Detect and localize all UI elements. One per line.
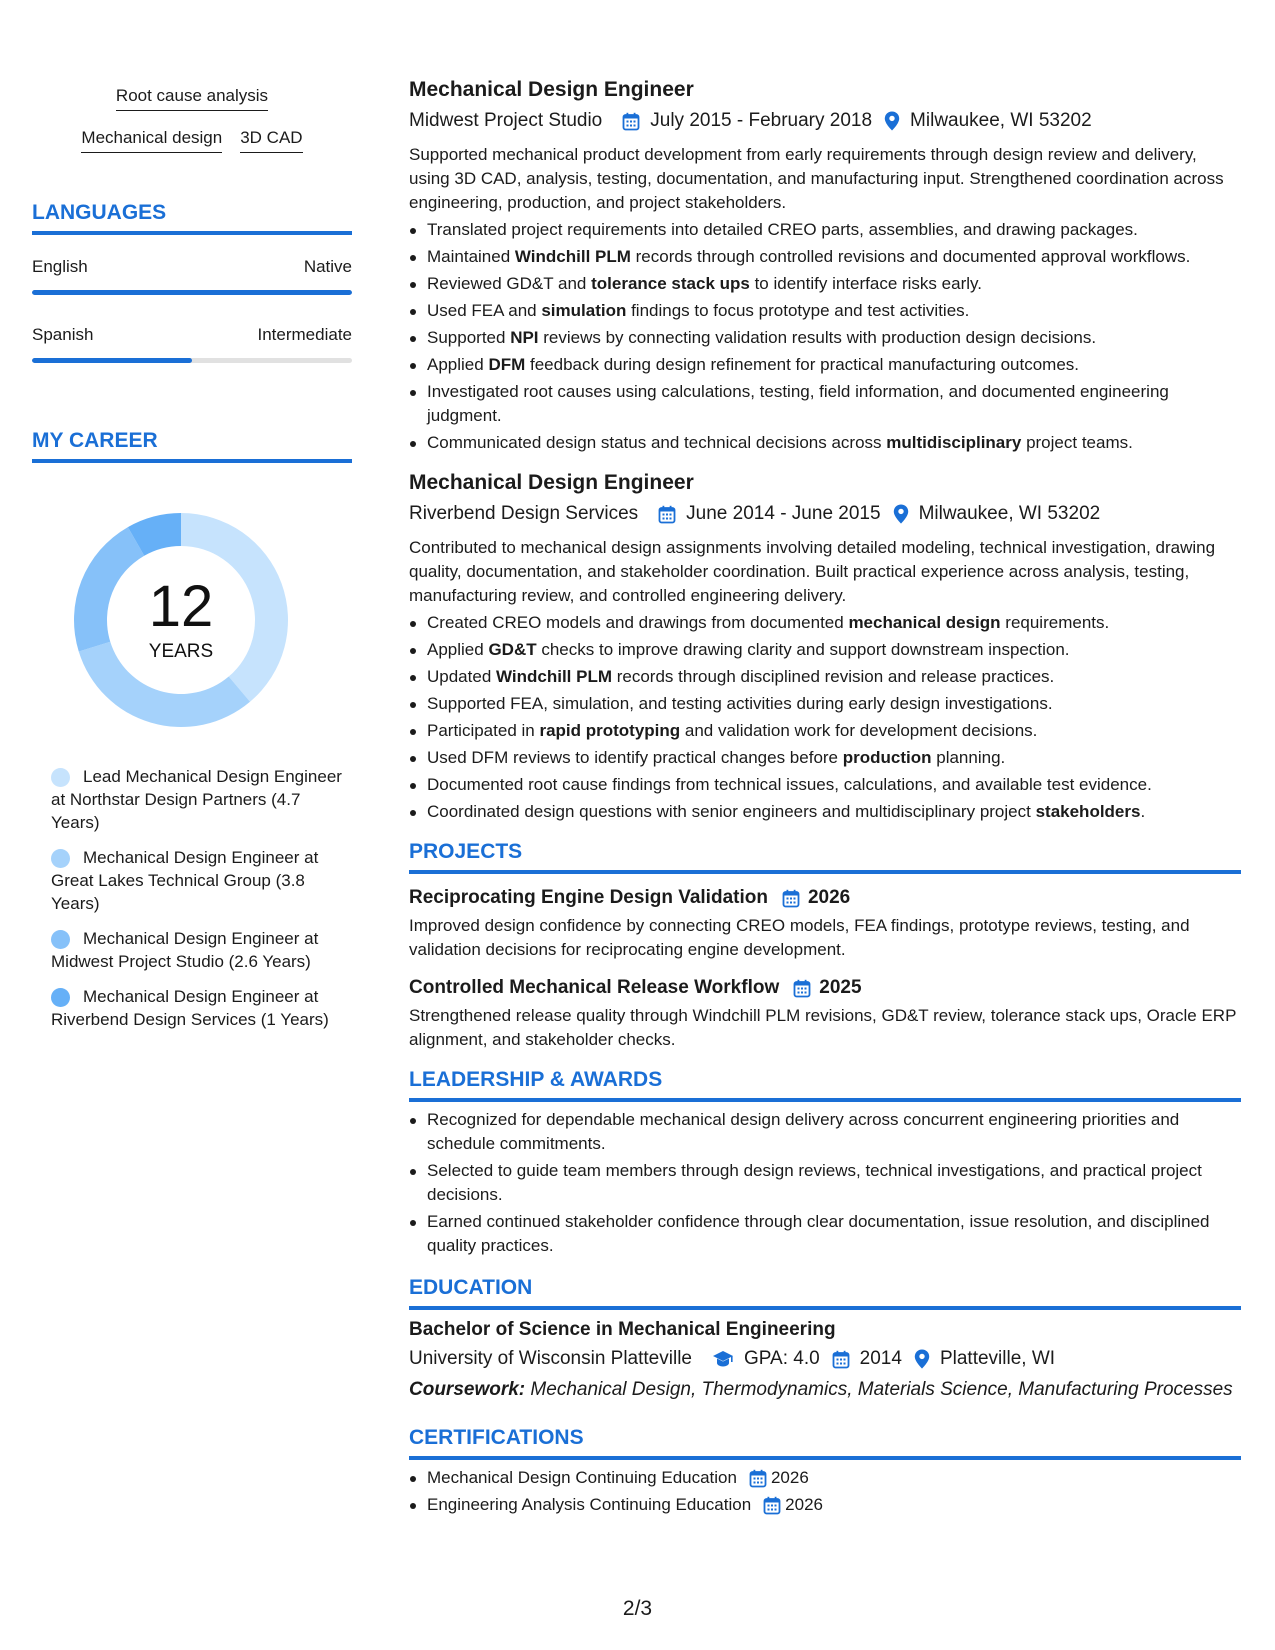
project-description: Improved design confidence by connecting CREO models, FEA findings, prototype reviews, testing, and validation decisions for reciprocating engine development. [409,916,1190,959]
page-number: 2/3 [622,1597,653,1620]
bullet-text: checks to improve drawing clarity and support downstream inspection. [536,640,1070,659]
leadership-heading: LEADERSHIP & AWARDS [409,1066,1241,1102]
career-list [32,765,352,1031]
job-entry [409,76,1241,455]
bullet-keyword: Windchill PLM [514,247,631,266]
job-meta [409,500,1241,528]
skill-tag: 3D CAD [240,126,302,153]
project-year: 2025 [819,977,862,998]
calendar-icon [622,112,640,131]
bullet-text: Applied [427,355,489,374]
map-pin-icon [884,111,900,131]
skill-tag: Mechanical design [81,126,222,153]
bullet-keyword: GD&T [488,640,537,659]
list-item [427,380,1241,428]
list-item: Recognized for dependable mechanical design delivery across concurrent engineering priorities and schedule commitments. [427,1108,1241,1156]
education-meta [409,1345,1241,1373]
graduation-cap-icon [712,1350,734,1368]
list-item [427,692,1241,716]
bullet-keyword: mechanical design [848,613,1001,632]
calendar-icon [782,889,800,908]
language-level: Intermediate [257,325,352,344]
job-meta [409,107,1241,135]
career-donut-chart [66,505,296,735]
project-title: Controlled Mechanical Release Workflow [409,977,780,998]
job-dates: July 2015 - February 2018 [650,110,873,131]
bullet-keyword: Windchill PLM [496,667,613,686]
education-location: Platteville, WI [939,1348,1056,1369]
job-description: Contributed to mechanical design assignments involving detailed modeling, technical investigation, drawing quality, documentation, and stakeholder coordination. Built practical experience across analysis, testing, manufacturing review, and controlled engineering delivery. [409,538,1216,605]
languages-heading: LANGUAGES [32,199,352,235]
bullet-keyword: NPI [510,328,539,347]
career-item-text: Mechanical Design Engineer at Great Lakes Technical Group (3.8 Years) [51,848,319,913]
list-item [427,611,1241,635]
experience-list [409,76,1241,824]
job-description: Supported mechanical product development from early requirements through design review and delivery, using 3D CAD, analysis, testing, documentation, and manufacturing input. Strengthened coordination across engineering, production, and project stakeholders. [409,145,1224,212]
list-item [427,746,1241,770]
language-proficiency-bar [32,290,352,295]
company-name: Riverbend Design Services [409,503,639,524]
bullet-text: Updated [427,667,496,686]
project-entry [409,884,1241,962]
calendar-icon [832,1350,850,1369]
list-item [427,431,1241,455]
certification-row [427,1466,1241,1490]
career-total-label: YEARS [148,641,214,662]
career-item-text: Lead Mechanical Design Engineer at Northstar Design Partners (4.7 Years) [51,767,342,832]
certifications-heading: CERTIFICATIONS [409,1424,1241,1460]
bullet-keyword: tolerance stack ups [591,274,750,293]
list-item [427,1466,1241,1490]
bullet-keyword: stakeholders [1035,802,1141,821]
school-name: University of Wisconsin Platteville [409,1348,692,1369]
bullet-text: Participated in [427,721,540,740]
certifications-list [409,1466,1241,1517]
graduation-year: 2014 [859,1348,902,1369]
job-location: Milwaukee, WI 53202 [910,110,1092,131]
list-item: Selected to guide team members through design reviews, technical investigations, and practical project decisions. [427,1159,1241,1207]
certification-name: Mechanical Design Continuing Education [427,1468,737,1487]
bullet-text: reviews by connecting validation results with production design decisions. [538,328,1097,347]
coursework-label: Coursework: [409,1379,526,1400]
bullet-text: project teams. [1021,433,1133,452]
bullet-text: Translated project requirements into detailed CREO parts, assemblies, and drawing packages. [427,220,1138,239]
map-pin-icon [914,1349,930,1369]
bullet-text: planning. [931,748,1006,767]
list-item [427,245,1241,269]
map-pin-icon [893,504,909,524]
bullet-text: Coordinated design questions with senior engineers and multidisciplinary project [427,802,1036,821]
list-item [427,299,1241,323]
career-legend-dot [51,930,70,949]
bullet-text: Supported FEA, simulation, and testing activities during early design investigations. [427,694,1053,713]
language-proficiency-fill [32,358,192,363]
career-item [51,765,352,834]
job-title: Mechanical Design Engineer [409,471,694,494]
calendar-icon [793,979,811,998]
career-item [51,927,352,973]
language-item [32,255,352,295]
education-entry [409,1316,1241,1402]
bullet-text: records through controlled revisions and documented approval workflows. [630,247,1191,266]
career-item [51,985,352,1031]
language-item [32,323,352,363]
bullet-text: Reviewed GD&T and [427,274,592,293]
career-heading: MY CAREER [32,427,352,463]
list-item [427,773,1241,797]
job-bullets [409,218,1241,455]
project-year: 2026 [807,887,851,908]
language-name: English [32,257,88,276]
list-item [427,638,1241,662]
bullet-keyword: DFM [488,355,526,374]
bullet-text: Maintained [427,247,515,266]
list-item [427,218,1241,242]
career-item [51,846,352,915]
list-item: Earned continued stakeholder confidence through clear documentation, issue resolution, and disciplined quality practices. [427,1210,1241,1258]
certification-year: 2026 [770,1468,809,1487]
list-item [427,1493,1241,1517]
calendar-icon [749,1469,767,1488]
project-title: Reciprocating Engine Design Validation [409,887,768,908]
coursework [409,1377,1241,1402]
bullet-text: Used FEA and [427,301,542,320]
projects-heading: PROJECTS [409,838,1241,874]
skills-row [32,84,352,111]
calendar-icon [763,1496,781,1515]
project-title-row [409,884,1241,912]
project-description: Strengthened release quality through Windchill PLM revisions, GD&T review, tolerance stack ups, Oracle ERP alignment, and stakeholder checks. [409,1006,1237,1049]
list-item [427,719,1241,743]
language-proficiency-fill [32,290,352,295]
coursework-list: Mechanical Design, Thermodynamics, Materials Science, Manufacturing Processes [530,1379,1233,1400]
bullet-text: and validation work for development decisions. [680,721,1038,740]
language-level: Native [303,257,352,276]
list-item [427,272,1241,296]
job-dates: June 2014 - June 2015 [686,503,881,524]
career-item-text: Mechanical Design Engineer at Midwest Project Studio (2.6 Years) [51,929,319,971]
job-entry [409,469,1241,824]
project-title-row [409,974,1241,1002]
projects-list [409,884,1241,1052]
bullet-text: Documented root cause findings from technical issues, calculations, and available test evidence. [427,775,1152,794]
career-item-text: Mechanical Design Engineer at Riverbend Design Services (1 Years) [51,987,329,1029]
career-legend-dot [51,988,70,1007]
bullet-keyword: multidisciplinary [886,433,1022,452]
calendar-icon [658,505,676,524]
bullet-text: requirements. [1000,613,1110,632]
education-heading: EDUCATION [409,1274,1241,1310]
job-title: Mechanical Design Engineer [409,78,694,101]
bullet-keyword: simulation [541,301,627,320]
bullet-text: Created CREO models and drawings from documented [427,613,849,632]
skills-row [32,126,352,153]
sidebar [32,84,352,1043]
job-bullets [409,611,1241,824]
certification-name: Engineering Analysis Continuing Education [427,1495,752,1514]
bullet-text: Supported [427,328,511,347]
bullet-text: records through disciplined revision and release practices. [612,667,1055,686]
certification-row [427,1493,1241,1517]
main-content [409,76,1241,1517]
list-item [427,665,1241,689]
list-item [427,800,1241,824]
leadership-list [409,1108,1241,1258]
gpa: GPA: 4.0 [743,1348,820,1369]
bullet-text: . [1140,802,1146,821]
company-name: Midwest Project Studio [409,110,603,131]
career-legend-dot [51,768,70,787]
bullet-keyword: rapid prototyping [539,721,681,740]
skill-tag: Root cause analysis [116,84,268,111]
career-legend-dot [51,849,70,868]
bullet-text: Communicated design status and technical decisions across [427,433,887,452]
degree-title: Bachelor of Science in Mechanical Engineering [409,1319,836,1340]
project-entry [409,974,1241,1052]
bullet-text: Applied [427,640,489,659]
bullet-text: feedback during design refinement for practical manufacturing outcomes. [525,355,1080,374]
bullet-keyword: production [842,748,932,767]
list-item [427,326,1241,350]
bullet-text: findings to focus prototype and test activities. [626,301,970,320]
bullet-text: to identify interface risks early. [749,274,982,293]
bullet-text: Used DFM reviews to identify practical changes before [427,748,843,767]
job-location: Milwaukee, WI 53202 [918,503,1101,524]
bullet-text: Investigated root causes using calculations, testing, field information, and documented engineering judgment. [427,382,1169,425]
language-proficiency-bar [32,358,352,363]
language-name: Spanish [32,325,94,344]
certification-year: 2026 [785,1495,823,1514]
list-item [427,353,1241,377]
career-total-years: 12 [148,574,214,639]
